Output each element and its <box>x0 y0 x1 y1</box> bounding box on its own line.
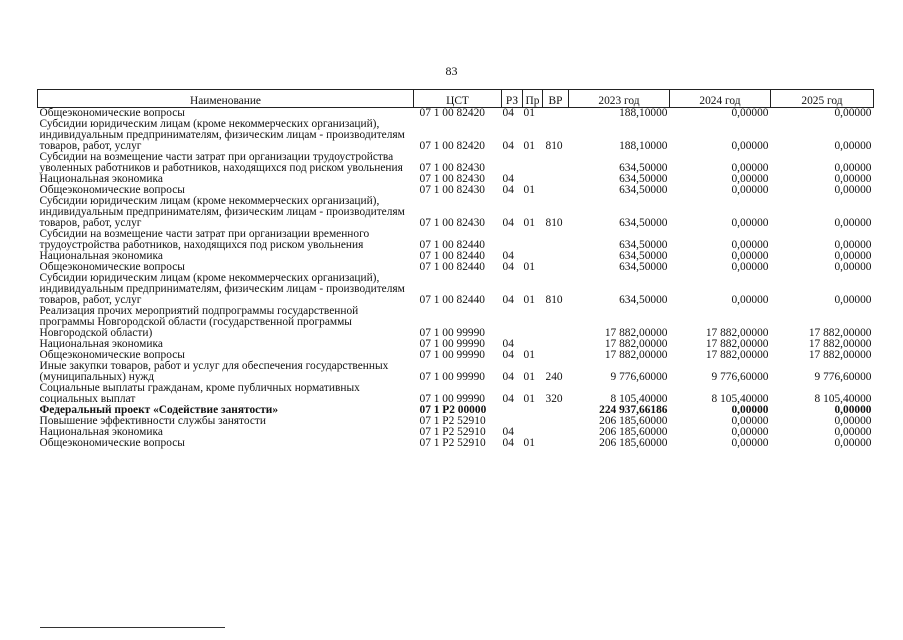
header-2025: 2025 год <box>771 90 874 108</box>
cell-name: Общеэкономические вопросы <box>39 349 185 361</box>
budget-table <box>37 89 874 449</box>
cell-name: Субсидии юридическим лицам (кроме некоммерческих организаций), индивидуальным предпринимателям, физическим лицам - производителям товаров, работ, услуг <box>39 272 405 306</box>
table-row <box>38 361 874 383</box>
cell-name: Общеэкономические вопросы <box>39 437 185 449</box>
cell-y2023: 17 882,00000 <box>604 349 668 361</box>
cell-rz: 04 <box>502 371 514 383</box>
cell-y2025: 17 882,00000 <box>808 338 872 350</box>
cell-cst: 07 1 00 82440 <box>419 239 485 251</box>
cell-y2024: 0,00000 <box>731 184 769 196</box>
cell-rz: 04 <box>502 261 514 273</box>
cell-pr: 01 <box>523 140 535 152</box>
cell-cst: 07 1 00 82430 <box>419 217 485 229</box>
table-row <box>38 273 874 306</box>
table-row <box>38 383 874 405</box>
cell-cst: 07 1 00 82420 <box>419 140 485 152</box>
table-row <box>38 438 874 449</box>
cell-y2025: 0,00000 <box>834 426 872 438</box>
cell-rz: 04 <box>502 140 514 152</box>
cell-name: Субсидии юридическим лицам (кроме некоммерческих организаций), индивидуальным предпринимателям, физическим лицам - производителям товаров, работ, услуг <box>39 195 405 229</box>
cell-y2023: 634,50000 <box>619 261 668 273</box>
cell-cst: 07 1 00 82440 <box>419 261 485 273</box>
cell-cst: 07 1 00 99990 <box>419 371 485 383</box>
cell-name: Повышение эффективности службы занятости <box>39 415 266 427</box>
cell-cst: 07 1 P2 52910 <box>419 415 486 427</box>
cell-pr: 01 <box>523 107 535 119</box>
cell-y2025: 0,00000 <box>834 184 872 196</box>
cell-y2023: 224 937,66186 <box>599 404 668 416</box>
table-body <box>38 108 874 450</box>
cell-name: Национальная экономика <box>39 250 163 262</box>
cell-cst: 07 1 00 82430 <box>419 184 485 196</box>
cell-y2023: 634,50000 <box>619 239 668 251</box>
cell-y2024: 0,00000 <box>731 239 769 251</box>
cell-y2025: 0,00000 <box>834 239 872 251</box>
cell-y2023: 634,50000 <box>619 184 668 196</box>
cell-vr: 320 <box>545 393 563 405</box>
page-number: 83 <box>445 64 458 78</box>
cell-y2024: 0,00000 <box>731 162 769 174</box>
cell-pr: 01 <box>523 371 535 383</box>
cell-y2023: 634,50000 <box>619 250 668 262</box>
cell-name: Субсидии юридическим лицам (кроме некоммерческих организаций), индивидуальным предпринимателям, физическим лицам - производителям товаров, работ, услуг <box>39 118 405 152</box>
table-row <box>38 196 874 229</box>
cell-vr <box>543 427 569 438</box>
cell-y2024: 0,00000 <box>731 250 769 262</box>
cell-vr: 240 <box>545 371 563 383</box>
cell-y2025: 0,00000 <box>834 162 872 174</box>
cell-y2025: 17 882,00000 <box>808 327 872 339</box>
cell-rz: 04 <box>502 349 514 361</box>
cell-cst: 07 1 00 82430 <box>419 162 485 174</box>
cell-y2024: 0,00000 <box>731 107 769 119</box>
cell-pr <box>523 306 543 339</box>
cell-y2025: 0,00000 <box>834 217 872 229</box>
header-name: Наименование <box>38 90 414 108</box>
cell-cst: 07 1 00 99990 <box>419 393 485 405</box>
cell-y2024: 0,00000 <box>731 173 769 185</box>
cell-y2025: 0,00000 <box>834 140 872 152</box>
cell-name: Общеэкономические вопросы <box>39 261 185 273</box>
cell-cst: 07 1 00 82440 <box>419 250 485 262</box>
cell-y2025: 0,00000 <box>834 250 872 262</box>
header-2024: 2024 год <box>670 90 771 108</box>
cell-rz: 04 <box>502 107 514 119</box>
cell-name: Общеэкономические вопросы <box>39 107 185 119</box>
cell-y2024: 0,00000 <box>731 261 769 273</box>
cell-name: Субсидии на возмещение части затрат при организации трудоустройства уволенных работников и работников, находящихся под риском увольнения <box>39 151 403 174</box>
cell-rz: 04 <box>502 173 514 185</box>
cell-vr <box>543 185 569 196</box>
cell-y2025: 0,00000 <box>834 415 872 427</box>
cell-y2024: 17 882,00000 <box>705 338 769 350</box>
cell-cst: 07 1 P2 52910 <box>419 437 486 449</box>
cell-cst: 07 1 P2 00000 <box>419 404 487 416</box>
cell-y2023: 634,50000 <box>619 173 668 185</box>
table-row <box>38 229 874 251</box>
cell-rz: 04 <box>502 437 514 449</box>
cell-y2025: 0,00000 <box>834 173 872 185</box>
cell-name: Реализация прочих мероприятий подпрограммы государственной программы Новгородской области (государственной программы Новгородской области) <box>39 305 359 339</box>
cell-rz: 04 <box>502 184 514 196</box>
cell-rz <box>502 152 523 174</box>
cell-y2023: 206 185,60000 <box>599 415 668 427</box>
cell-pr: 01 <box>523 261 535 273</box>
cell-rz: 04 <box>502 294 514 306</box>
cell-rz <box>502 229 523 251</box>
cell-vr: 810 <box>545 294 563 306</box>
cell-y2024: 9 776,60000 <box>711 371 769 383</box>
cell-y2023: 188,10000 <box>619 107 668 119</box>
cell-y2024: 17 882,00000 <box>705 349 769 361</box>
cell-y2024: 17 882,00000 <box>705 327 769 339</box>
cell-name: Национальная экономика <box>39 338 163 350</box>
header-cst: ЦСТ <box>414 90 502 108</box>
cell-y2024: 0,00000 <box>731 404 769 416</box>
table-row <box>38 119 874 152</box>
header-rz: РЗ <box>502 90 523 108</box>
cell-y2025: 8 105,40000 <box>814 393 872 405</box>
cell-y2023: 9 776,60000 <box>610 371 668 383</box>
cell-rz: 04 <box>502 217 514 229</box>
cell-pr <box>523 152 543 174</box>
cell-y2025: 0,00000 <box>834 294 872 306</box>
cell-vr <box>543 174 569 185</box>
cell-name: Иные закупки товаров, работ и услуг для обеспечения государственных (муниципальных) нужд <box>39 360 389 383</box>
cell-y2024: 0,00000 <box>731 437 769 449</box>
cell-y2025: 0,00000 <box>834 404 872 416</box>
cell-y2023: 188,10000 <box>619 140 668 152</box>
cell-y2025: 17 882,00000 <box>808 349 872 361</box>
cell-y2023: 634,50000 <box>619 294 668 306</box>
cell-name: Национальная экономика <box>39 426 163 438</box>
cell-pr <box>523 229 543 251</box>
table-row <box>38 306 874 339</box>
cell-y2024: 0,00000 <box>731 140 769 152</box>
cell-vr: 810 <box>545 140 563 152</box>
cell-y2023: 206 185,60000 <box>599 426 668 438</box>
cell-y2024: 0,00000 <box>731 426 769 438</box>
cell-y2025: 0,00000 <box>834 437 872 449</box>
cell-vr <box>543 416 569 427</box>
cell-y2023: 17 882,00000 <box>604 338 668 350</box>
cell-name: Социальные выплаты гражданам, кроме публичных нормативных социальных выплат <box>39 382 360 405</box>
cell-vr <box>543 108 569 120</box>
cell-cst: 07 1 00 82440 <box>419 294 485 306</box>
cell-rz <box>502 306 523 339</box>
cell-cst: 07 1 P2 52910 <box>419 426 486 438</box>
header-pr: Пр <box>523 90 543 108</box>
cell-pr: 01 <box>523 217 535 229</box>
cell-cst: 07 1 00 99990 <box>419 327 485 339</box>
cell-y2023: 17 882,00000 <box>604 327 668 339</box>
cell-name: Федеральный проект «Содействие занятости» <box>39 404 279 416</box>
header-2023: 2023 год <box>569 90 670 108</box>
cell-rz <box>502 405 523 416</box>
cell-pr: 01 <box>523 294 535 306</box>
table-row <box>38 152 874 174</box>
cell-rz: 04 <box>502 250 514 262</box>
cell-name: Общеэкономические вопросы <box>39 184 185 196</box>
cell-y2024: 8 105,40000 <box>711 393 769 405</box>
cell-y2024: 0,00000 <box>731 294 769 306</box>
cell-y2024: 0,00000 <box>731 415 769 427</box>
header-vr: ВР <box>543 90 569 108</box>
cell-cst: 07 1 00 99990 <box>419 338 485 350</box>
cell-pr: 01 <box>523 437 535 449</box>
cell-y2025: 0,00000 <box>834 107 872 119</box>
cell-pr: 01 <box>523 184 535 196</box>
cell-vr <box>543 262 569 273</box>
cell-vr <box>543 350 569 361</box>
cell-name: Субсидии на возмещение части затрат при организации временного трудоустройства работников, находящихся под риском увольнения <box>39 228 370 251</box>
cell-vr <box>543 339 569 350</box>
cell-y2023: 634,50000 <box>619 217 668 229</box>
cell-vr: 810 <box>545 217 563 229</box>
cell-vr <box>543 438 569 449</box>
cell-cst: 07 1 00 82430 <box>419 173 485 185</box>
cell-y2023: 634,50000 <box>619 162 668 174</box>
cell-cst: 07 1 00 99990 <box>419 349 485 361</box>
cell-pr: 01 <box>523 349 535 361</box>
cell-rz: 04 <box>502 338 514 350</box>
cell-pr <box>523 405 543 416</box>
cell-y2023: 206 185,60000 <box>599 437 668 449</box>
cell-y2024: 0,00000 <box>731 217 769 229</box>
cell-vr <box>543 229 569 251</box>
table-header <box>38 90 874 108</box>
cell-pr <box>523 416 543 427</box>
cell-y2025: 9 776,60000 <box>814 371 872 383</box>
cell-name: Национальная экономика <box>39 173 163 185</box>
footnote-divider <box>40 627 225 628</box>
cell-vr <box>543 251 569 262</box>
cell-cst: 07 1 00 82420 <box>419 107 485 119</box>
cell-vr <box>543 306 569 339</box>
cell-vr <box>543 152 569 174</box>
cell-rz: 04 <box>502 393 514 405</box>
cell-pr: 01 <box>523 393 535 405</box>
cell-vr <box>543 405 569 416</box>
cell-y2023: 8 105,40000 <box>610 393 668 405</box>
cell-y2025: 0,00000 <box>834 261 872 273</box>
cell-rz: 04 <box>502 426 514 438</box>
